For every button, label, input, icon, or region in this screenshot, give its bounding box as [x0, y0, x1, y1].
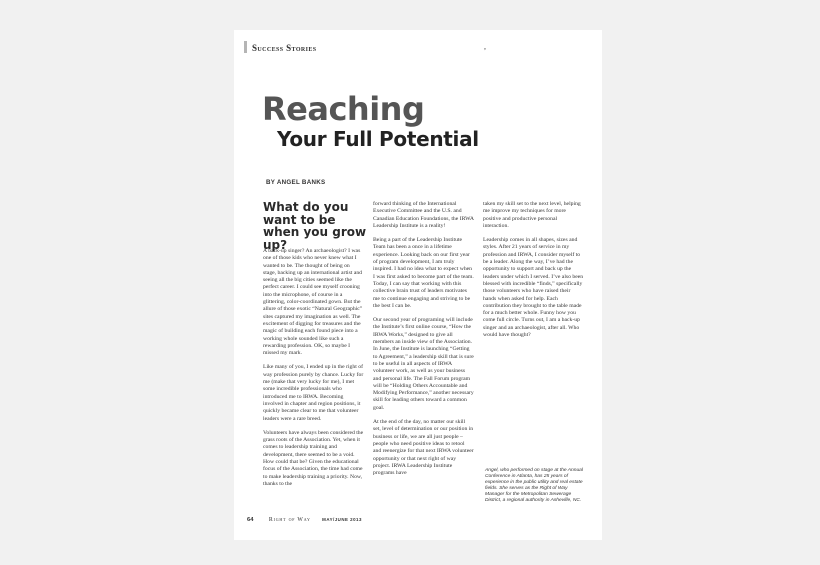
paragraph: Volunteers have always been considered the grass roots of the Association. Yet, when it comes to leadership training and development, there seemed to be a void. How could that be? Given the educational focus of the Association, the time had come to make leadership training a priority. Now, thanks to the: [263, 429, 364, 487]
section-label: Success Stories: [252, 43, 317, 53]
article-subhead: What do you want to be when you grow up?: [263, 200, 367, 252]
magazine-name: Right of Way: [268, 517, 311, 523]
paragraph: taken my skill set to the next level, helping me improve my techniques for more positive and productive personal interaction.: [483, 201, 581, 229]
paragraph: forward thinking of the International Executive Committee and the U.S. and Canadian Education Foundations, the IRWA Leadership Institute is a reality!: [373, 201, 474, 229]
paragraph: At the end of the day, no matter our skill set, level of determination or our position in business or life, we are all just people – people who need positive ideas to retool and reenergize for that next IRWA volunteer opportunity or that next right of way project. IRWA Leadership Institute programs have: [373, 419, 474, 477]
section-marker-bar: [244, 41, 247, 53]
paragraph: A back-up singer? An archaeologist? I was one of those kids who never knew what I wanted to be. The thought of being on stage, backing up an international artist and seeing all the big cities seemed like the perfect career. I could see myself crooning into the microphone, of course in a glittering, color-coordinated gown. But the allure of those exotic “Natural Geographic” sites captured my imagination as well. The excitement of digging for treasures and the magic of building each found piece into a working whole sounded like such a rewarding profession. OK, so maybe I missed my mark.: [263, 248, 363, 357]
issue-date: MAY/JUNE 2013: [322, 517, 362, 522]
author-caption: Angel, who performed on stage at the Annual Conference in Atlanta, has 25 years of experience in the public utility and real estate fields. She serves as the Right of Way Manager for the Metropolitan Sewerage District, a regional authority in Asheville, NC.: [485, 468, 583, 504]
text-column-3: [483, 201, 584, 346]
paragraph: Leadership comes in all shapes, sizes and styles. After 21 years of service in my profession and IRWA, I consider myself to be a leader. Along the way, I’ve had the opportunity to support and back up the leaders under which I served. I’ve also been blessed with incredible “finds,” specifically those volunteers who have raised their hands when asked for help. Each contribution they brought to the table made for a much better whole. Funny how you come full circle. Turns out, I am a back-up singer and an archaeologist, after all. Who would have thought?: [483, 237, 584, 339]
page-footer: [247, 517, 362, 523]
text-column-2: [373, 201, 474, 484]
article-title-line1: Reaching: [262, 90, 425, 128]
article-title-line2: Your Full Potential: [277, 127, 479, 151]
byline: BY ANGEL BANKS: [266, 179, 326, 186]
paragraph: Being a part of the Leadership Institute Team has been a once in a lifetime experience. Looking back on our first year of program development, I am truly inspired. I had no idea what to expect when I was first asked to become part of the team. Today, I can say that working with this collective brain trust of leaders motivates me to continue engaging and striving to be the best I can be.: [373, 237, 474, 309]
page-number: 64: [247, 517, 254, 523]
header-mark: ,: [484, 42, 486, 51]
text-column-1: [263, 248, 364, 495]
paragraph: Like many of you, I ended up in the right of way profession purely by chance. Lucky for me (make that very lucky for me), I met some incredible professionals who introduced me to IRWA. Becoming involved in chapter and region positions, it quickly became clear to me that volunteer leaders were a rare breed.: [263, 364, 364, 422]
paragraph: Our second year of programing will include the Institute’s first online course, “How the IRWA Works,” designed to give all members an inside view of the Association. In June, the Institute is launching “Getting to Agreement,” a leadership skill that is sure to be useful in all aspects of IRWA volunteer work, as well as your business and personal life. The Fall Forum program will be “Holding Others Accountable and Modifying Performance,” another necessary skill for leading others toward a common goal.: [373, 317, 474, 411]
